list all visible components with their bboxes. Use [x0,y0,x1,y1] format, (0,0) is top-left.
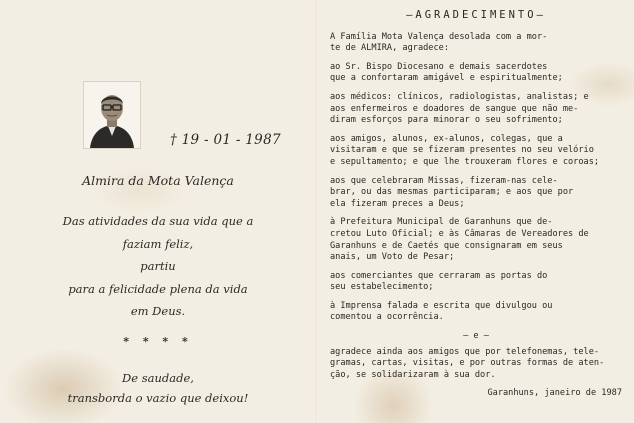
paragraph [330,32,622,55]
text-line: ao Sr. Bispo Diocesano e demais sacerdotes [330,61,548,72]
memorial-panel [0,0,316,423]
final-paragraph [330,347,622,382]
verse-line: Das atividades da sua vida que a [62,214,254,228]
text-line: aos comerciantes que cerraram as portas do [330,270,548,281]
text-line: Garanhuns e de Caetés que consignaram em seus [330,240,563,251]
verse-line: para a felicidade plena da vida [68,281,248,296]
death-date: † 19 - 01 - 1987 [170,132,281,148]
paragraph [330,176,622,211]
portrait-photo [83,81,141,149]
paragraph [330,217,622,263]
text-line: cretou Luto Oficial; e às Câmaras de Vereadores de [330,228,589,239]
text-line: seu estabelecimento; [330,282,434,293]
text-line: comentou a ocorrência. [330,312,444,323]
text-line: aos médicos: clínicos, radiologistas, analistas; e [330,91,589,102]
memorial-verse [0,210,316,323]
acknowledgement-title: —AGRADECIMENTO— [406,9,546,21]
text-line: agradece ainda aos amigos que por telefonemas, tele- [330,346,600,357]
text-line: A Família Mota Valença desolada com a mor- [330,31,548,42]
text-line: aos amigos, alunos, ex-alunos, colegas, que a [330,133,563,144]
text-line: ção, se solidarizaram à sua dor. [330,369,496,380]
text-line: aos que celebraram Missas, fizeram-nas cele- [330,175,558,186]
text-line: ela fizeram preces a Deus; [330,198,465,209]
paragraph [330,271,622,294]
paragraph [330,301,622,324]
text-line: e sepultamento; e que lhe trouxeram flores e coroas; [330,156,600,167]
closing-line: transborda o vazio que deixou! [67,391,249,405]
paragraph [330,92,622,127]
text-line: à Prefeitura Municipal de Garanhuns que de- [330,217,553,228]
place-date-signature: Garanhuns, janeiro de 1987 [487,388,622,399]
text-line: gramas, cartas, visitas, e por outras formas de aten- [330,358,605,369]
text-line: aos enfermeiros e doadores de sangue que não me- [330,103,579,114]
text-line: te de ALMIRA, agradece: [330,43,449,54]
paragraph [330,62,622,85]
deceased-name: Almira da Mota Valença [82,173,234,188]
text-line: anais, um Voto de Pesar; [330,252,455,263]
text-line: visitaram e que se fizeram presentes no seu velório [330,145,594,156]
paragraph [330,134,622,169]
center-fold [316,0,318,423]
text-line: que a confortaram amigável e espiritualmente; [330,73,563,84]
verse-line: em Deus. [130,304,186,318]
verse-line: faziam feliz, [122,236,194,251]
text-line: à Imprensa falada e escrita que divulgou ou [330,300,553,311]
star-divider: * * * * [123,335,193,348]
text-line: diram esforços para minorar o seu sofrimento; [330,115,563,126]
acknowledgement-panel [330,10,622,400]
closing-line: De saudade, [122,371,194,385]
separator: — e — [463,331,489,342]
verse-line: partiu [140,259,176,273]
closing-verse [0,368,316,408]
text-line: brar, ou das mesmas participaram; e aos que por [330,187,574,198]
